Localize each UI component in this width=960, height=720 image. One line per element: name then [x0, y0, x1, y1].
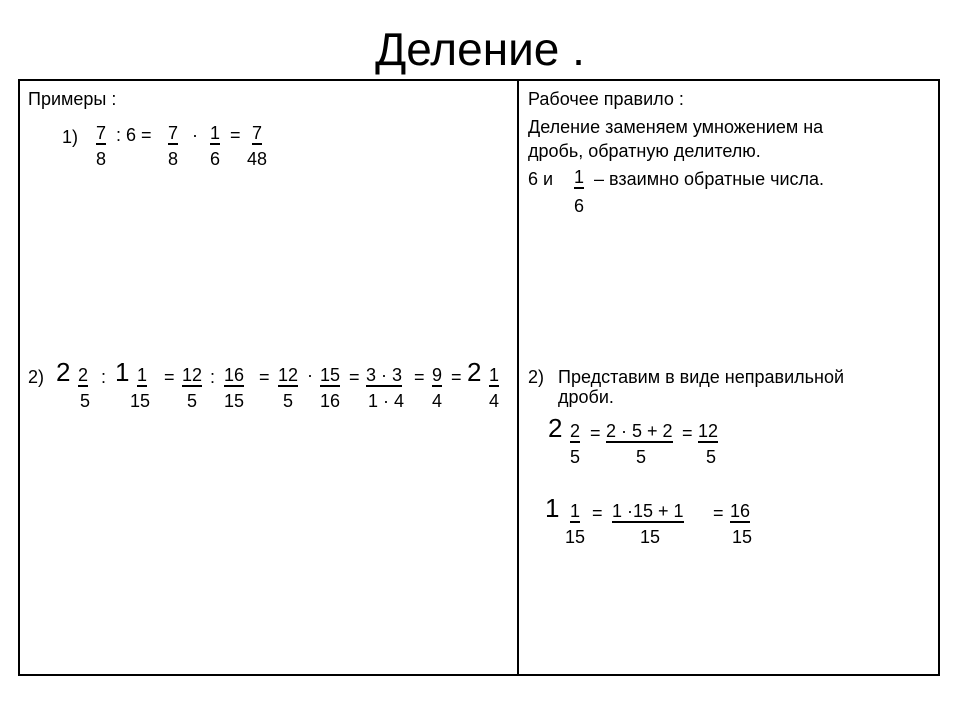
example-2-label: 2) — [28, 367, 45, 387]
ex2-num-6: 15 — [320, 365, 341, 385]
conv2-whole: 1 — [545, 493, 560, 523]
conv2-den-2: 15 — [640, 527, 661, 547]
conv2-num: 1 — [570, 501, 581, 521]
ex2-whole-2: 1 — [115, 357, 130, 387]
step-2-line-1: Представим в виде неправильной — [558, 367, 845, 387]
conv1-whole: 2 — [548, 413, 563, 443]
ex2-eq-3: = — [349, 367, 360, 387]
ex2-num-1: 2 — [78, 365, 89, 385]
conv2-eq-2: = — [713, 503, 724, 523]
ex2-den-7: 1 · 4 — [368, 391, 405, 411]
reciprocal-text: – взаимно обратные числа. — [594, 169, 825, 189]
ex2-whole-1: 2 — [56, 357, 71, 387]
conv1-expr: 2 · 5 + 2 — [606, 421, 673, 441]
ex1-frac2-num: 7 — [168, 123, 179, 143]
example-1-label: 1) — [62, 127, 79, 147]
ex2-den-5: 5 — [283, 391, 294, 411]
conv1-den-3: 5 — [706, 447, 717, 467]
ex1-frac1-num: 7 — [96, 123, 107, 143]
conv2-result-num: 16 — [730, 501, 751, 521]
rule-line-2: дробь, обратную делителю. — [528, 141, 761, 161]
ex1-dot: · — [192, 125, 198, 145]
ex1-den-2: 8 — [168, 149, 179, 169]
ex2-den-8: 4 — [432, 391, 443, 411]
ex2-colon-1: : — [101, 367, 107, 387]
ex1-result-num: 7 — [252, 123, 263, 143]
ex2-num-8: 9 — [432, 365, 443, 385]
step-2-label: 2) — [528, 367, 545, 387]
ex2-whole-3: 2 — [467, 357, 482, 387]
ex2-num-3: 12 — [182, 365, 203, 385]
ex2-dot-1: · — [307, 365, 313, 385]
ex2-den-9: 4 — [489, 391, 500, 411]
ex2-den-2: 15 — [130, 391, 151, 411]
slide-title: Деление . — [375, 23, 585, 75]
conv2-eq-1: = — [592, 503, 603, 523]
ex1-eq: = — [230, 125, 241, 145]
ex2-eq-5: = — [451, 367, 462, 387]
reciprocal-six-and: 6 и — [528, 169, 554, 189]
ex2-num-7: 3 · 3 — [366, 365, 403, 385]
ex1-den-1: 8 — [96, 149, 107, 169]
ex2-num-4: 16 — [224, 365, 245, 385]
table-divider — [517, 79, 519, 676]
ex2-eq-1: = — [164, 367, 175, 387]
conv2-den-3: 15 — [732, 527, 753, 547]
ex2-colon-2: : — [210, 367, 216, 387]
ex2-den-1: 5 — [80, 391, 91, 411]
ex1-den-3: 6 — [210, 149, 221, 169]
reciprocal-num: 1 — [574, 167, 585, 187]
step-2-line-2: дроби. — [558, 387, 614, 407]
conv1-num: 2 — [570, 421, 581, 441]
rule-heading: Рабочее правило : — [528, 89, 684, 109]
reciprocal-den: 6 — [574, 196, 585, 216]
ex2-num-9: 1 — [489, 365, 500, 385]
conv1-den-2: 5 — [636, 447, 647, 467]
ex2-den-3: 5 — [187, 391, 198, 411]
ex1-den-4: 48 — [247, 149, 268, 169]
conv1-result-num: 12 — [698, 421, 719, 441]
conv2-expr: 1 ·15 + 1 — [612, 501, 684, 521]
conv1-eq-2: = — [682, 423, 693, 443]
ex2-num-5: 12 — [278, 365, 299, 385]
conv1-eq-1: = — [590, 423, 601, 443]
conv1-den-1: 5 — [570, 447, 581, 467]
ex2-den-4: 15 — [224, 391, 245, 411]
ex2-eq-2: = — [259, 367, 270, 387]
ex1-colon-6: : 6 = — [116, 125, 152, 145]
ex1-frac3-num: 1 — [210, 123, 221, 143]
rule-line-1: Деление заменяем умножением на — [528, 117, 824, 137]
ex2-den-6: 16 — [320, 391, 341, 411]
examples-heading: Примеры : — [28, 89, 117, 109]
ex2-num-2: 1 — [137, 365, 148, 385]
ex2-eq-4: = — [414, 367, 425, 387]
conv2-den-1: 15 — [565, 527, 586, 547]
